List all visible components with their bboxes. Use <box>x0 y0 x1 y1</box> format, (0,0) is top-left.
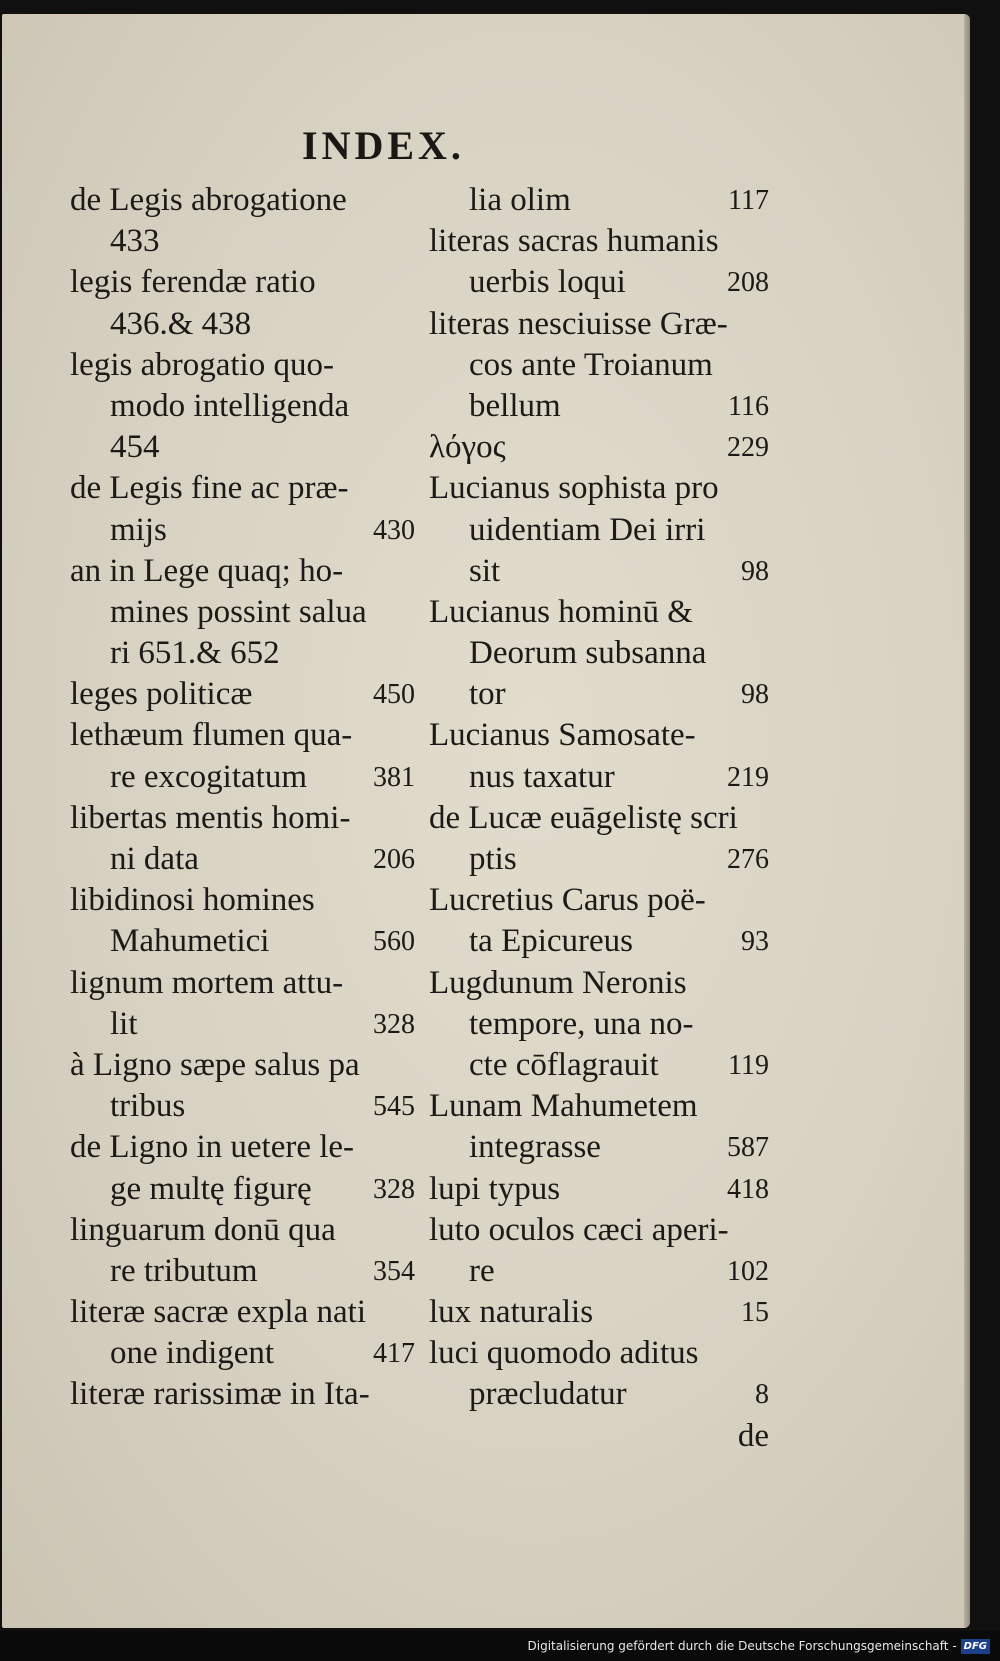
index-entry-line <box>70 633 415 674</box>
index-entry-line <box>70 386 415 427</box>
entry-text: linguarum donū qua <box>70 1211 336 1248</box>
entry-text: de Legis fine ac præ- <box>70 470 349 507</box>
book-page <box>2 14 970 1628</box>
entry-text: 454 <box>110 429 160 466</box>
entry-text: lit <box>110 1005 138 1042</box>
entry-text: ni data <box>110 841 199 877</box>
entry-text: mines possint salua <box>110 593 367 630</box>
entry-text: libidinosi homines <box>70 882 315 919</box>
page-number: 208 <box>727 267 769 299</box>
entry-text: lux naturalis <box>429 1294 594 1331</box>
entry-text: an in Lege quaq; ho- <box>70 552 344 589</box>
entry-text: re <box>469 1252 495 1289</box>
page-number: 206 <box>373 844 415 875</box>
index-entry-line <box>429 1333 769 1374</box>
entry-text: 433 <box>110 223 160 260</box>
index-entry-line <box>70 1333 415 1374</box>
index-entry-line <box>70 880 415 921</box>
index-entry-line <box>429 1210 769 1251</box>
catchword: de <box>737 1417 769 1454</box>
entry-text: lupi typus <box>429 1170 561 1207</box>
page-number: 354 <box>373 1255 415 1287</box>
page-number: 102 <box>727 1255 769 1287</box>
page-number: 229 <box>727 432 769 464</box>
page-number: 117 <box>728 185 769 216</box>
index-entry-line <box>429 468 769 509</box>
entry-text: legis abrogatio quo- <box>70 346 334 383</box>
index-entry-line <box>429 386 769 427</box>
page-number: 560 <box>373 926 415 958</box>
entry-text: literæ sacræ expla nati <box>70 1294 366 1331</box>
entry-text: integrasse <box>469 1129 601 1166</box>
entry-text: sit <box>469 552 501 589</box>
page-number: 276 <box>727 844 769 875</box>
page-number: 119 <box>728 1049 769 1081</box>
index-entry-line <box>429 798 769 839</box>
page-number: 116 <box>728 390 769 422</box>
entry-text: legis ferendæ ratio <box>70 264 316 301</box>
entry-text: Deorum subsanna <box>469 635 707 672</box>
index-entry-line <box>429 633 769 674</box>
index-entry-line <box>70 262 415 303</box>
page-number: 450 <box>373 679 415 711</box>
right-index-column <box>429 180 769 1457</box>
index-entry-line <box>429 963 769 1004</box>
index-entry-line <box>70 468 415 509</box>
index-entry-line <box>70 180 415 221</box>
page-number: 328 <box>373 1008 415 1040</box>
entry-text: tor <box>469 676 506 713</box>
index-entry-line <box>429 1374 769 1415</box>
entry-text: luci quomodo aditus <box>429 1335 699 1372</box>
page-header: INDEX. <box>302 123 465 168</box>
index-entry-line <box>70 551 415 592</box>
index-entry-line <box>70 1045 415 1086</box>
left-index-column <box>70 180 415 1416</box>
page-number: 587 <box>727 1132 769 1164</box>
entry-text: one indigent <box>110 1335 275 1372</box>
entry-text: lia olim <box>469 182 571 218</box>
page-edge <box>964 14 970 1628</box>
entry-text: literas nesciuisse Græ- <box>429 305 728 342</box>
page-number: 328 <box>373 1173 415 1205</box>
entry-text: Lucianus hominū & <box>429 593 693 630</box>
index-entry-line <box>429 180 769 221</box>
entry-text: Lugdunum Neronis <box>429 964 687 1001</box>
index-entry-line <box>70 1004 415 1045</box>
page-number: 418 <box>727 1173 769 1205</box>
entry-text: à Ligno sæpe salus pa <box>70 1046 360 1083</box>
index-entry-line <box>429 715 769 756</box>
entry-text: mijs <box>110 511 167 548</box>
entry-text: lignum mortem attu- <box>70 964 344 1001</box>
index-entry-line <box>429 510 769 551</box>
entry-text: Lucianus Samosate- <box>429 717 696 754</box>
index-entry-line <box>429 262 769 303</box>
index-entry-line <box>429 427 769 468</box>
index-entry-line <box>429 551 769 592</box>
page-number: 545 <box>373 1091 415 1123</box>
entry-text: præcludatur <box>469 1376 627 1413</box>
entry-text: libertas mentis homi- <box>70 799 351 836</box>
entry-text: re excogitatum <box>110 758 308 795</box>
index-entry-line <box>70 963 415 1004</box>
entry-text: literæ rarissimæ in Ita- <box>70 1376 370 1413</box>
index-entry-line <box>70 221 415 262</box>
index-entry-line <box>429 880 769 921</box>
page-number: 430 <box>373 514 415 546</box>
index-entry-line <box>70 1292 415 1333</box>
index-entry-line <box>429 839 769 880</box>
index-entry-line <box>70 427 415 468</box>
index-entry-line <box>70 839 415 880</box>
entry-text: de Ligno in uetere le- <box>70 1129 355 1166</box>
digitization-footer <box>0 1631 1000 1661</box>
page-number: 98 <box>741 679 769 711</box>
index-entry-line <box>70 304 415 345</box>
entry-text: uerbis loqui <box>469 264 626 301</box>
entry-text: ptis <box>469 841 517 877</box>
index-entry-line <box>70 510 415 551</box>
index-entry-line <box>70 1210 415 1251</box>
entry-text: λόγος <box>429 429 506 466</box>
index-entry-line <box>429 592 769 633</box>
entry-text: re tributum <box>110 1252 258 1289</box>
page-number: 93 <box>741 926 769 958</box>
index-entry-line <box>70 1251 415 1292</box>
footer-credit: Digitalisierung gefördert durch die Deutsche Forschungsgemeinschaft - <box>527 1639 957 1653</box>
entry-text: uidentiam Dei irri <box>469 511 706 548</box>
index-entry-line <box>70 1169 415 1210</box>
index-entry-line <box>70 921 415 962</box>
index-entry-line <box>70 757 415 798</box>
entry-text: lethæum flumen qua- <box>70 717 353 754</box>
index-entry-line <box>70 715 415 756</box>
page-number: 98 <box>741 555 769 587</box>
index-entry-line <box>429 1086 769 1127</box>
index-entry-line <box>429 1169 769 1210</box>
index-entry-line <box>70 1374 415 1415</box>
entry-text: cte cōflagrauit <box>469 1046 659 1083</box>
index-entry-line <box>70 1086 415 1127</box>
page-number: 381 <box>373 761 415 793</box>
dfg-logo: DFG <box>961 1639 990 1654</box>
entry-text: tempore, una no- <box>469 1005 694 1042</box>
index-entry-line <box>429 674 769 715</box>
index-entry-line <box>429 757 769 798</box>
index-entry-line <box>429 1251 769 1292</box>
index-entry-line <box>70 674 415 715</box>
index-entry-line <box>429 1292 769 1333</box>
page-number: 8 <box>755 1379 769 1411</box>
entry-text: literas sacras humanis <box>429 223 719 260</box>
entry-text: 436.& 438 <box>110 305 252 342</box>
entry-text: modo intelligenda <box>110 387 350 424</box>
index-entry-line <box>429 221 769 262</box>
entry-text: de Legis abrogatione <box>70 182 347 218</box>
page-number: 15 <box>741 1297 769 1329</box>
index-entry-line <box>429 1004 769 1045</box>
entry-text: cos ante Troianum <box>469 346 713 383</box>
index-entry-line <box>70 345 415 386</box>
page-number: 219 <box>727 761 769 793</box>
index-entry-line <box>429 345 769 386</box>
entry-text: ta Epicureus <box>469 923 634 960</box>
index-entry-line <box>70 592 415 633</box>
entry-text: nus taxatur <box>469 758 615 795</box>
index-entry-line <box>429 1045 769 1086</box>
entry-text: ri 651.& 652 <box>110 635 280 672</box>
entry-text: tribus <box>110 1088 186 1125</box>
entry-text: ge multę figurę <box>110 1170 312 1207</box>
entry-text: Lucianus sophista pro <box>429 470 719 507</box>
index-entry-line <box>429 304 769 345</box>
index-entry-line <box>70 1127 415 1168</box>
index-entry-line <box>70 798 415 839</box>
page-number: 417 <box>373 1338 415 1370</box>
entry-text: luto oculos cæci aperi- <box>429 1211 729 1248</box>
entry-text: leges politicæ <box>70 676 253 713</box>
entry-text: bellum <box>469 387 561 424</box>
entry-text: Lunam Mahumetem <box>429 1088 698 1125</box>
index-entry-line <box>429 1127 769 1168</box>
entry-text: Mahumetici <box>110 923 270 960</box>
entry-text: de Lucæ euāgelistę scri <box>429 799 738 836</box>
index-entry-line <box>429 921 769 962</box>
entry-text: Lucretius Carus poë- <box>429 882 706 919</box>
